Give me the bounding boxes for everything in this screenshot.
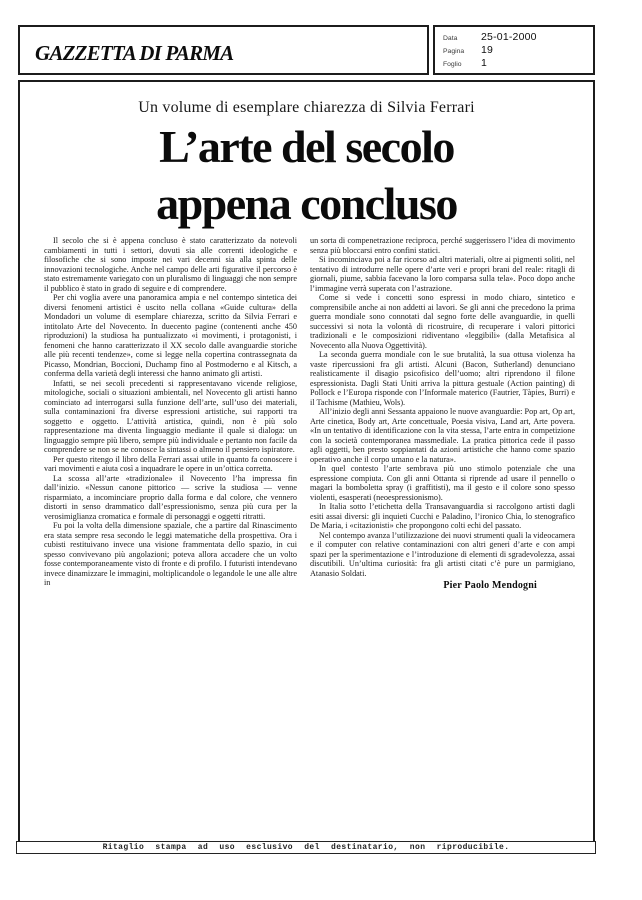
article-kicker: Un volume di esemplare chiarezza di Silvia Ferrari <box>138 99 475 116</box>
article-column-left <box>44 236 297 591</box>
headline-line-2: appena concluso <box>156 178 457 229</box>
article-paragraph: Infatti, se nei secoli precedenti si rappresentavano vicende religiose, mitologiche, sociali o situazioni ambientali, nel Novecento gli artisti hanno cominciato ad interrogarsi sulla funzione dell’arte, sull’uso dei materiali, sulla contaminazioni fra diverse espressioni artistiche, sui rapporti tra soggetto e oggetto. L’attività artistica, quindi, non è più solo rappresentazione ma diventa linguaggio mediante il quale si dialoga: un linguaggio sempre più libero, sempre più individuale e pertanto non facile da comprendere se non se ne conosce la sintassi o almeno il pensiero ispiratore. <box>44 378 297 454</box>
meta-label-date: Data <box>443 35 458 42</box>
article-columns <box>44 236 575 591</box>
article-paragraph: In quel contesto l’arte sembrava più uno stimolo potenziale che una espressione compiuta. Con gli anni Ottanta si riprende ad usare il pennello o magari la bomboletta spray (i graffitisti), ma il gesto e il colore sono spesso violenti, esasperati (neoespressionismo). <box>310 464 575 502</box>
article-headline <box>20 118 593 232</box>
article-paragraph: Per chi voglia avere una panoramica ampia e nel contempo sintetica dei diversi fenomeni artistici è uscito nella collana «Guide cultura» della Mondadori un volume di esemplare chiarezza, scritto da Silvia Ferrari e intitolato Arte del Novecento. In duecento pagine (contenenti anche 450 riproduzioni) la studiosa ha puntualizzato «i movimenti, i protagonisti, i fenomeni che hanno caratterizzato il XX secolo dalle avanguardie storiche alle più recenti tendenze», come si legge nella copertina contrassegnata da Picasso, Mondrian, Boccioni, Duchamp fino al Postmoderno e al Kitsch, a conferma della varietà degli interessi che hanno animato gli artisti. <box>44 293 297 378</box>
article-paragraph: Come si vede i concetti sono espressi in modo chiaro, sintetico e comprensibile anche ai non addetti ai lavori. Se gli anni che precedono la prima guerra mondiale sono connotati dal segno forte delle avanguardie, in quelli successivi si nota la volontà di ricostruire, di recuperare i valori pittorici tradizionali e le composizioni ridiventano «leggibili» (dalla Metafisica al Novecento alla Nuova Oggettività). <box>310 293 575 350</box>
footer-strip <box>16 841 596 854</box>
masthead-box <box>18 25 429 75</box>
meta-value-page: 19 <box>481 44 494 56</box>
article-box <box>18 80 595 853</box>
meta-label-sheet: Foglio <box>443 61 462 68</box>
article-paragraph: Il secolo che si è appena concluso è stato caratterizzato da notevoli cambiamenti in tutti i settori, dovuti sia alle correnti ideologiche e filosofiche che si sono imposte nei vari decenni sia alla spinta delle innovazioni tecnologiche. Anche nel campo delle arti figurative il percorso è stato estremamente variegato con un pluralismo di linguaggi che non sempre il pubblico è stato in grado di seguire e di comprendere. <box>44 236 297 293</box>
article-paragraph: In Italia sotto l’etichetta della Transavanguardia si raccolgono artisti dagli esiti assai diversi: gli inquieti Cucchi e Paladino, l’ironico Chia, lo stenografico De Maria, i «citazionisti» che propongono colti echi del passato. <box>310 502 575 530</box>
meta-row-sheet <box>443 57 593 70</box>
meta-row-date <box>443 31 593 44</box>
article-column-right <box>310 236 575 591</box>
article-paragraph: La seconda guerra mondiale con le sue brutalità, la sua ottusa violenza ha vaste ripercussioni fra gli artisti. Alcuni (Bacon, Sutherland) denunciano realisticamente il disagio psicofisico dell’uomo; altri riprendono il filone espressionista. Dagli Stati Uniti arriva la pittura gestuale (Action painting) di Pollock e l’Europa risponde con l’Informale materico (Fautrier, Tàpies, Burri) e il Tachisme (Mathieu, Wols). <box>310 350 575 407</box>
article-paragraph: La scossa all’arte «tradizionale» il Novecento l’ha impressa fin dall’inizio. «Nessun canone pittorico — scrive la studiosa — venne risparmiato, a incominciare proprio dalla forma e dal colore, che vennero distorti in senso drammatico dall’espressionismo, senza più cura per la verosimiglianza cromatica e formale di personaggi e oggetti ritratti. <box>44 473 297 521</box>
meta-label-page: Pagina <box>443 48 465 55</box>
clipping-meta-box <box>433 25 595 75</box>
article-paragraph: un sorta di compenetrazione reciproca, perché suggerissero l’idea di movimento senza più bloccarsi entro confini statici. <box>310 236 575 255</box>
footer-disclaimer: Ritaglio stampa ad uso esclusivo del destinatario, non riproducibile. <box>102 843 510 852</box>
article-paragraph: Fu poi la volta della dimensione spaziale, che a partire dal Rinascimento era stata sempre resa secondo le leggi matematiche della prospettiva. Ora i cubisti restituivano invece una visione frammentata dello spazio, in cui spesso convivevano più angolazioni; poteva allora accadere che un volto fosse contemporaneamente visto di fronte e di profilo. I futuristi intendevano invece dinamizzare le immagini, moltiplicandole o legandole le une alle altre in <box>44 521 297 587</box>
masthead-title: GAZZETTA DI PARMA <box>35 41 234 65</box>
meta-value-sheet: 1 <box>481 57 488 69</box>
meta-value-date: 25-01-2000 <box>481 31 537 43</box>
article-paragraph: Per questo ritengo il libro della Ferrari assai utile in quanto fa conoscere i vari movimenti e aiuta così a inquadrare le opere in un’ottica corretta. <box>44 454 297 473</box>
meta-row-page <box>443 44 593 57</box>
article-column-right-text <box>310 236 575 578</box>
article-byline: Pier Paolo Mendogni <box>443 580 537 591</box>
article-paragraph: Nel contempo avanza l’utilizzazione dei nuovi strumenti quali la videocamera e il computer con relative contaminazioni con altri generi d’arte e con ampi spazi per la sperimentazione e l’introduzione di elementi di sgradevolezza, assai discutibili. Un’ultima curiosità: fra gli artisti citati c’è pure un parmigiano, Atanasio Soldati. <box>310 530 575 578</box>
article-paragraph: Si incominciava poi a far ricorso ad altri materiali, oltre ai pigmenti soliti, nel tentativo di introdurre nelle opere d’arte veri e propri brani del reale: ritagli di giornali, piume, sabbia facevano la loro comparsa sulla tela». Poco dopo anche l’immagine verrà superata con l’astrazione. <box>310 255 575 293</box>
headline-line-1: L’arte del secolo <box>159 121 454 172</box>
article-paragraph: All’inizio degli anni Sessanta appaiono le nuove avanguardie: Pop art, Op art, Arte cinetica, Body art, Arte concettuale, Poesia visiva, Land art, Arte povera. «In un tentativo di identificazione con la vita stessa, l’arte entra in competizione con la società contemporanea massmediale. La pratica pittorica cede il passo agli oggetti, ben presto soppiantati da azioni artistiche che hanno come spazio operativo anche il corpo umano e la natura». <box>310 407 575 464</box>
